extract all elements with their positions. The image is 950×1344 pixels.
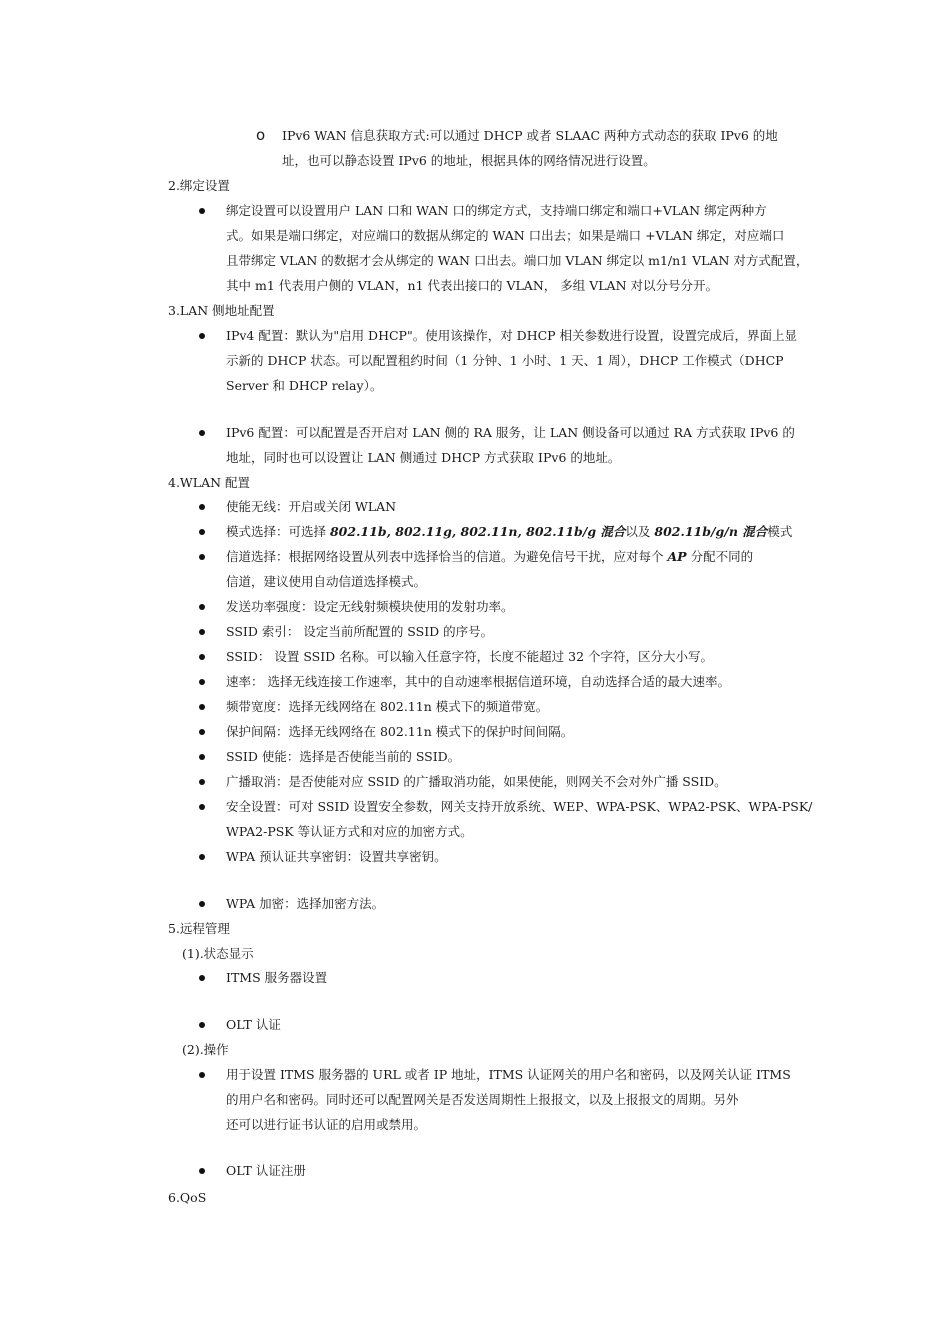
wlan-mode-bgn: 802.11b/g/n 混合 (654, 524, 768, 539)
section-4-heading: 4.WLAN 配置 (168, 475, 251, 490)
ipv4-config-line-2: 示新的 DHCP 状态。可以配置租约时间（1 分钟、1 小时、1 天、1 周），DHCP 工作模式（DHCP (226, 353, 784, 368)
olt-auth-item: OLT 认证 (226, 1017, 281, 1032)
bullet-icon (199, 604, 205, 610)
wlan-guard-item: 保护间隔：选择无线网络在 802.11n 模式下的保护时间间隔。 (226, 724, 574, 739)
section-6-heading: 6.QoS (168, 1190, 207, 1205)
wlan-channel-line-2: 信道，建议使用自动信道选择模式。 (226, 574, 427, 589)
binding-line-4: 其中 m1 代表用户侧的 VLAN，n1 代表出接口的 VLAN， 多组 VLAN 对以分号分开。 (226, 278, 718, 293)
bullet-icon (199, 854, 205, 860)
bullet-icon (199, 679, 205, 685)
itms-server-item: ITMS 服务器设置 (226, 970, 328, 985)
section-2-heading: 2.绑定设置 (168, 178, 230, 193)
bullet-icon (199, 901, 205, 907)
wlan-encrypt-item: WPA 加密：选择加密方法。 (226, 896, 385, 911)
wlan-ssid-index-item: SSID 索引： 设定当前所配置的 SSID 的序号。 (226, 624, 494, 639)
bullet-icon (199, 629, 205, 635)
wlan-channel-post: 分配不同的 (686, 549, 754, 564)
binding-line-1: 绑定设置可以设置用户 LAN 口和 WAN 口的绑定方式，支持端口绑定和端口+VLAN 绑定两种方 (226, 203, 767, 218)
ipv4-config-line-3: Server 和 DHCP relay）。 (226, 378, 383, 393)
wlan-ssid-item: SSID： 设置 SSID 名称。可以输入任意字符，长度不能超过 32 个字符，区分大小写。 (226, 649, 714, 664)
ipv6-wan-line-1: IPv6 WAN 信息获取方式:可以通过 DHCP 或者 SLAAC 两种方式动态的获取 IPv6 的地 (282, 128, 778, 143)
ipv4-config-line-1: IPv4 配置：默认为"启用 DHCP"。使用该操作，对 DHCP 相关参数进行设置，设置完成后，界面上显 (226, 328, 798, 343)
status-display-subheading: (1).状态显示 (182, 946, 254, 961)
wlan-enable-item: 使能无线：开启或关闭 WLAN (226, 499, 397, 514)
bullet-icon (199, 804, 205, 810)
wlan-channel-item (226, 548, 753, 566)
wlan-security-line-1: 安全设置：可对 SSID 设置安全参数，网关支持开放系统、WEP、WPA-PSK、WPA2-PSK、WPA-PSK/ (226, 799, 813, 814)
wlan-ssid-enable-item: SSID 使能：选择是否使能当前的 SSID。 (226, 749, 461, 764)
bullet-icon (199, 208, 205, 214)
wlan-psk-item: WPA 预认证共享密钥：设置共享密钥。 (226, 849, 447, 864)
bullet-icon (199, 554, 205, 560)
wlan-security-line-2: WPA2-PSK 等认证方式和对应的加密方式。 (226, 824, 473, 839)
bullet-icon (199, 754, 205, 760)
wlan-mode-post: 模式 (767, 524, 793, 539)
bullet-icon (199, 333, 205, 339)
bullet-icon (199, 704, 205, 710)
wlan-rate-item: 速率： 选择无线连接工作速率，其中的自动速率根据信道环境，自动选择合适的最大速率。 (226, 674, 730, 689)
section-5-heading: 5.远程管理 (168, 921, 230, 936)
wlan-mode-item (226, 523, 792, 541)
operation-line-2: 的用户名和密码。同时还可以配置网关是否发送周期性上报报文，以及上报报文的周期。另外 (226, 1092, 739, 1107)
wlan-mode-list: 802.11b, 802.11g, 802.11n, 802.11b/g 混合 (329, 524, 626, 539)
wlan-mode-pre: 模式选择：可选择 (226, 524, 330, 539)
wlan-channel-pre: 信道选择：根据网络设置从列表中选择恰当的信道。为避免信号干扰，应对每个 (226, 549, 668, 564)
ipv6-config-line-1: IPv6 配置：可以配置是否开启对 LAN 侧的 RA 服务，让 LAN 侧设备可以通过 RA 方式获取 IPv6 的 (226, 425, 795, 440)
operation-line-3: 还可以进行证书认证的启用或禁用。 (226, 1117, 427, 1132)
operation-subheading: (2).操作 (182, 1042, 229, 1057)
ipv6-config-line-2: 地址，同时也可以设置让 LAN 侧通过 DHCP 方式获取 IPv6 的地址。 (226, 450, 621, 465)
binding-line-2: 式。如果是端口绑定，对应端口的数据从绑定的 WAN 口出去；如果是端口 +VLAN 绑定，对应端口 (226, 228, 785, 243)
wlan-mode-mid: 以及 (625, 524, 655, 539)
bullet-icon (199, 779, 205, 785)
circle-bullet-icon: o (256, 126, 266, 144)
wlan-bandwidth-item: 频带宽度：选择无线网络在 802.11n 模式下的频道带宽。 (226, 699, 549, 714)
wlan-channel-ap: AP (667, 549, 687, 564)
wlan-broadcast-item: 广播取消：是否使能对应 SSID 的广播取消功能，如果使能，则网关不会对外广播 SSID。 (226, 774, 727, 789)
olt-register-item: OLT 认证注册 (226, 1163, 306, 1178)
bullet-icon (199, 1072, 205, 1078)
bullet-icon (199, 529, 205, 535)
operation-line-1: 用于设置 ITMS 服务器的 URL 或者 IP 地址，ITMS 认证网关的用户名和密码，以及网关认证 ITMS (226, 1067, 791, 1082)
section-3-heading: 3.LAN 侧地址配置 (168, 303, 275, 318)
bullet-icon (199, 430, 205, 436)
bullet-icon (199, 975, 205, 981)
bullet-icon (199, 1022, 205, 1028)
binding-line-3: 且带绑定 VLAN 的数据才会从绑定的 WAN 口出去。端口加 VLAN 绑定以 m1/n1 VLAN 对方式配置， (226, 253, 809, 268)
bullet-icon (199, 504, 205, 510)
bullet-icon (199, 654, 205, 660)
bullet-icon (199, 1168, 205, 1174)
wlan-power-item: 发送功率强度：设定无线射频模块使用的发射功率。 (226, 599, 514, 614)
ipv6-wan-line-2: 址，也可以静态设置 IPv6 的地址，根据具体的网络情况进行设置。 (282, 153, 656, 168)
bullet-icon (199, 729, 205, 735)
